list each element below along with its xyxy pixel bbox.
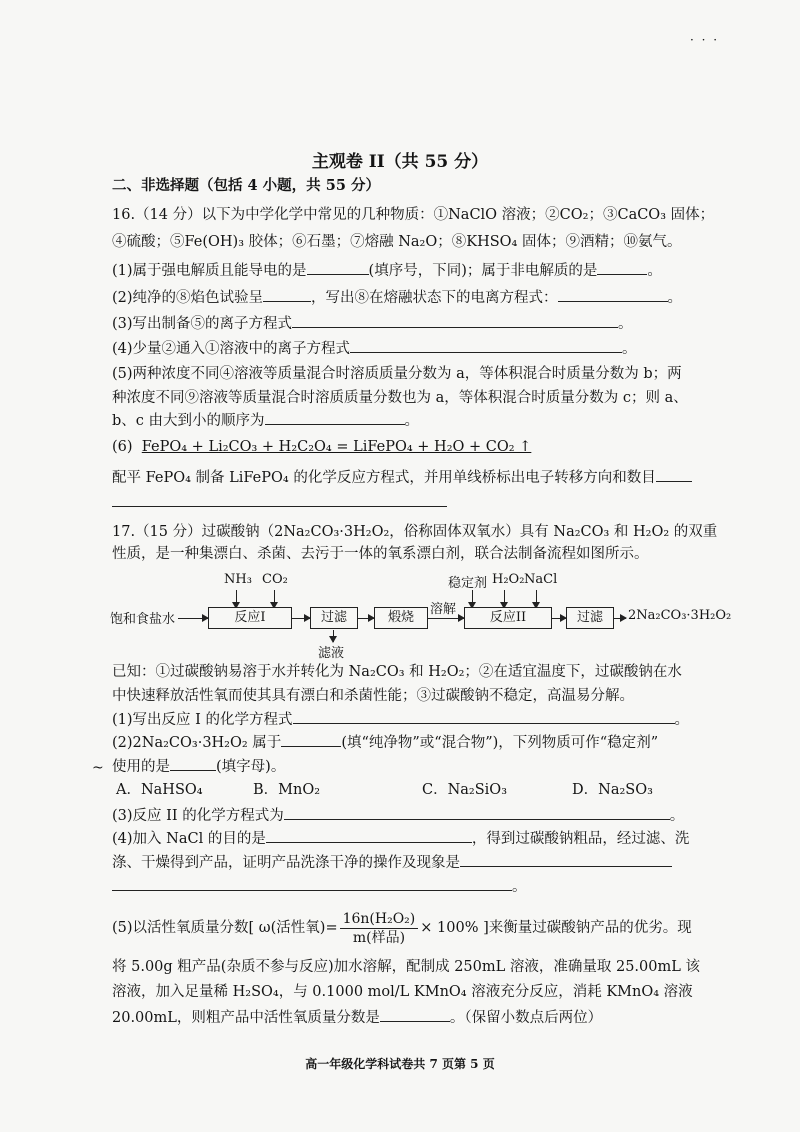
flow-input-stabilizer: 稳定剂 [448, 576, 488, 591]
q17-stem-line1: 17.（15 分）过碳酸钠（2Na₂CO₃·3H₂O₂，俗称固体双氧水）具有 Na₂CO₃ 和 H₂O₂ 的双重 [112, 524, 718, 540]
flow-arrow [504, 590, 505, 608]
flow-arrow [472, 590, 473, 608]
q17-part2-line1: (2)2Na₂CO₃·3H₂O₂ 属于 (填“纯净物”或“混合物”)，下列物质可作“稳定剂” [112, 732, 658, 753]
q16-part6-equation: (6) FePO₄ + Li₂CO₃ + H₂C₂O₄ = LiFePO₄ + H₂O + CO₂ ↑ [112, 439, 532, 455]
corner-mark: · · · [690, 33, 720, 47]
answer-blank[interactable] [307, 260, 369, 275]
q16-part6-blank-line [112, 492, 447, 513]
option-b[interactable]: B．MnO₂ [253, 782, 321, 798]
answer-blank[interactable] [284, 805, 670, 820]
q16-stem-line1: 16.（14 分）以下为中学化学中常见的几种物质：①NaClO 溶液；②CO₂；③CaCO₃ 固体； [112, 207, 715, 223]
answer-blank[interactable] [597, 260, 647, 275]
flow-dissolve-label: 溶解 [430, 602, 457, 617]
q16-part3: (3)写出制备⑤的离子方程式 。 [112, 313, 633, 334]
q17-known-line2: 中快速释放活性氧而使其具有漂白和杀菌性能；③过碳酸钠不稳定，高温易分解。 [112, 688, 634, 704]
answer-blank[interactable] [293, 709, 675, 724]
active-oxygen-formula: $\frac{\text{16n(H₂O₂)}}{\text{m(样品)}}$ [340, 910, 419, 947]
q17-part4-line2: 涤、干燥得到产品，证明产品洗涤干净的操作及现象是 [112, 852, 672, 873]
q16-part5-line1: (5)两种浓度不同④溶液等质量混合时溶质质量分数为 a，等体积混合时质量分数为 b；两 [112, 366, 682, 382]
flow-box-filter1: 过滤 [310, 607, 358, 629]
answer-blank[interactable] [112, 492, 447, 507]
q17-part4-line3: 。 [112, 876, 527, 897]
page-title: 主观卷 II（共 55 分） [311, 152, 489, 172]
q17-part2-line2: 使用的是 (填字母)。 [112, 756, 285, 777]
flow-start-label: 饱和食盐水 [110, 612, 176, 627]
flow-input-h2o2: H₂O₂ [492, 572, 525, 587]
section-heading: 二、非选择题（包括 4 小题，共 55 分） [112, 177, 380, 194]
q17-part4-line1: (4)加入 NaCl 的目的是 ，得到过碳酸钠粗品，经过滤、洗 [112, 828, 689, 849]
option-c[interactable]: C．Na₂SiO₃ [422, 782, 508, 798]
q17-part5-line2: 将 5.00g 粗产品(杂质不参与反应)加水溶解，配制成 250mL 溶液，准确量取 25.00mL 该 [112, 959, 700, 975]
flow-input-co2: CO₂ [262, 572, 288, 587]
flow-box-filter2: 过滤 [566, 607, 614, 629]
q17-part3: (3)反应 II 的化学方程式为 。 [112, 805, 684, 826]
flow-input-nacl: NaCl [524, 572, 558, 587]
q16-part1: (1)属于强电解质且能导电的是 (填序号，下同)；属于非电解质的是 。 [112, 260, 662, 281]
flow-arrow [536, 590, 537, 608]
q16-stem-line2: ④硫酸；⑤Fe(OH)₃ 胶体；⑥石墨；⑦熔融 Na₂O；⑧KHSO₄ 固体；⑨酒精；⑩氨气。 [112, 234, 682, 250]
answer-blank[interactable] [656, 467, 692, 482]
answer-blank[interactable] [558, 287, 668, 302]
margin-mark: ~ [92, 760, 104, 776]
answer-blank[interactable] [112, 876, 512, 891]
flow-arrow [428, 618, 464, 619]
answer-blank[interactable] [263, 287, 311, 302]
flow-arrow [552, 618, 566, 619]
answer-blank[interactable] [350, 338, 622, 353]
flow-input-nh3: NH₃ [224, 572, 252, 587]
option-d[interactable]: D．Na₂SO₃ [572, 782, 653, 798]
flow-arrow [333, 630, 334, 642]
q17-stem-line2: 性质，是一种集漂白、杀菌、去污于一体的氧系漂白剂，联合法制备流程如图所示。 [112, 546, 649, 562]
page-footer: 高一年级化学科试卷共 7 页第 5 页 [305, 1057, 495, 1071]
flow-arrow [614, 618, 626, 619]
q17-part5-line4: 20.00mL，则粗产品中活性氧质量分数是 。（保留小数点后两位） [112, 1007, 602, 1028]
answer-blank[interactable] [380, 1007, 450, 1022]
answer-blank[interactable] [265, 410, 405, 425]
flow-arrow [274, 590, 275, 608]
flow-arrow [358, 618, 374, 619]
answer-blank[interactable] [281, 732, 341, 747]
q17-known-line1: 已知：①过碳酸钠易溶于水并转化为 Na₂CO₃ 和 H₂O₂；②在适宜温度下，过碳酸钠在水 [112, 664, 682, 680]
q16-part6-instruction: 配平 FePO₄ 制备 LiFePO₄ 的化学反应方程式，并用单线桥标出电子转移方向和数目 [112, 467, 692, 488]
flow-filtrate-label: 滤液 [318, 646, 345, 661]
answer-blank[interactable] [170, 756, 216, 771]
q16-part4: (4)少量②通入①溶液中的离子方程式 。 [112, 338, 637, 359]
flow-box-reaction2: 反应II [464, 607, 552, 629]
flow-arrow [292, 618, 310, 619]
flow-arrow [178, 618, 208, 619]
answer-blank[interactable] [266, 828, 472, 843]
option-a[interactable]: A．NaHSO₄ [116, 782, 203, 798]
balancing-equation: FePO₄ + Li₂CO₃ + H₂C₂O₄ = LiFePO₄ + H₂O + CO₂ ↑ [141, 439, 532, 455]
q17-part5-line3: 溶液，加入足量稀 H₂SO₄，与 0.1000 mol/L KMnO₄ 溶液充分反应，消耗 KMnO₄ 溶液 [112, 984, 693, 1000]
flow-box-calcination: 煅烧 [374, 607, 428, 629]
q16-part2: (2)纯净的⑧焰色试验呈 ，写出⑧在熔融状态下的电离方程式： 。 [112, 287, 682, 308]
q17-part5-line1: (5)以活性氧质量分数[ ω(活性氧)= $\frac{\text{16n(H₂O₂)}}{\text{m(样品)}}$ × 100% ]来衡量过碳酸钠产品的优劣。现 [112, 910, 692, 946]
process-flow-diagram [112, 570, 732, 660]
answer-blank[interactable] [292, 313, 618, 328]
flow-box-reaction1: 反应I [208, 607, 292, 629]
q17-part1: (1)写出反应 I 的化学方程式 。 [112, 709, 689, 730]
flow-product-label: 2Na₂CO₃·3H₂O₂ [628, 608, 732, 623]
flow-arrow [236, 590, 237, 608]
answer-blank[interactable] [460, 852, 672, 867]
q16-part5-line3: b、c 由大到小的顺序为 。 [112, 410, 419, 431]
q16-part5-line2: 种浓度不同⑨溶液等质量混合时溶质质量分数也为 a，等体积混合时质量分数为 c；则 a、 [112, 390, 688, 406]
